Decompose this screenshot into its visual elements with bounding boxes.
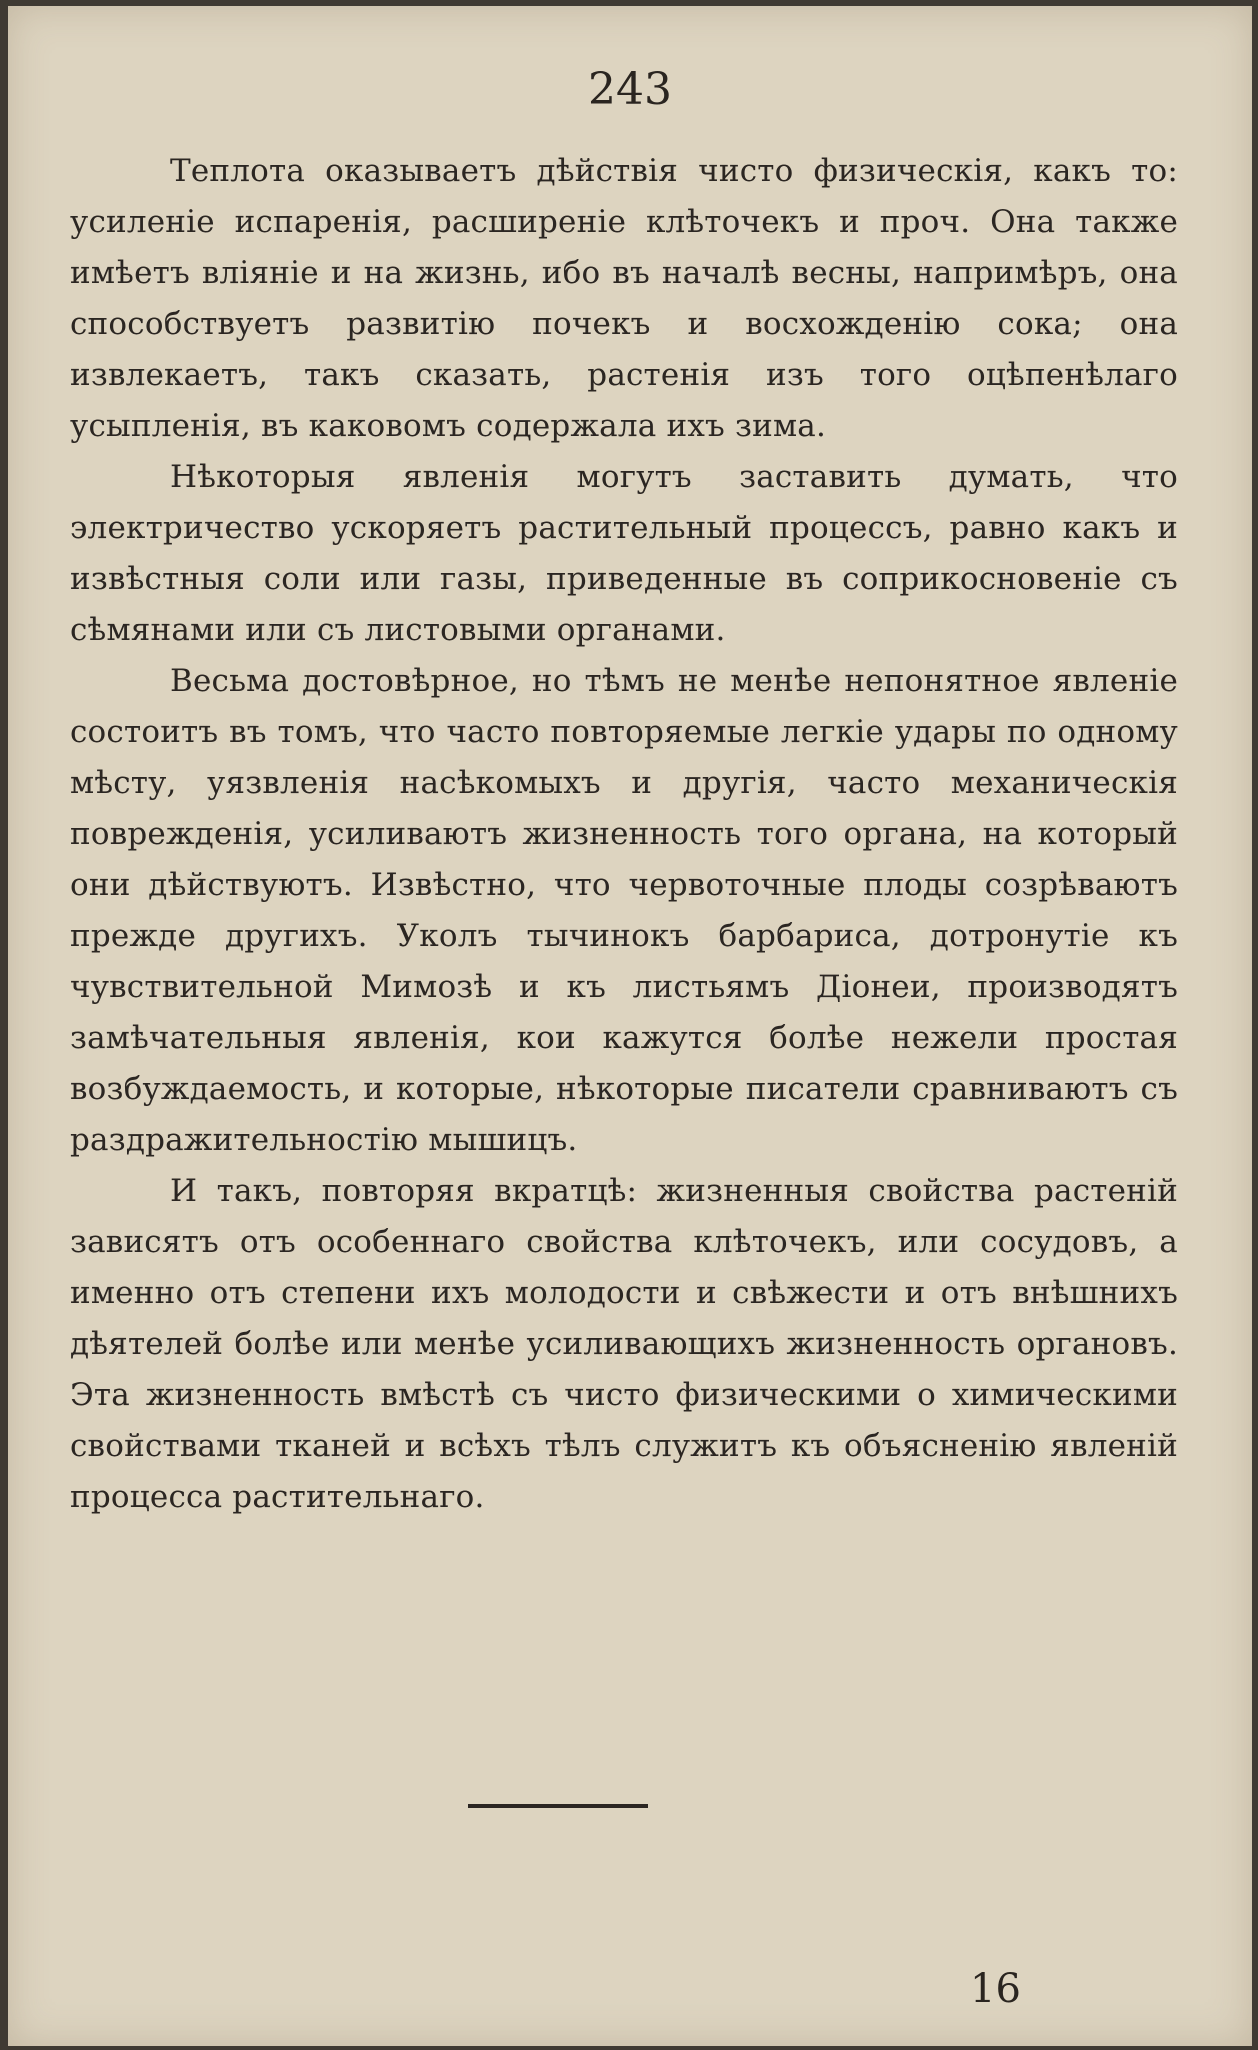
- paragraph-heat: Теплота оказываетъ дѣйствія чисто физическія, какъ то: усиленіе испаренія, расширеніе клѣточекъ и проч. Она также имѣетъ вліяніе и на жизнь, ибо въ началѣ весны, напримѣръ, она способствуетъ развитію почекъ и восхожденію сока; она извлекаетъ, такъ сказать, растенія изъ того оцѣпенѣлаго усыпленія, въ каковомъ содержала ихъ зима.: [70, 153, 1178, 444]
- section-divider: [468, 1804, 648, 1808]
- signature-mark: 16: [970, 1966, 1021, 2012]
- paragraph-irritation: Весьма достовѣрное, но тѣмъ не менѣе непонятное явленіе состоитъ въ томъ, что часто повторяемые легкіе удары по одному мѣсту, уязвленія насѣкомыхъ и другія, часто механическія поврежденія, усиливаютъ жизненность того органа, на который они дѣйствуютъ. Извѣстно, что червоточные плоды созрѣваютъ прежде другихъ. Уколъ тычинокъ барбариса, дотронутіе къ чувствительной Мимозѣ и къ листьямъ Діонеи, производятъ замѣчательныя явленія, кои кажутся болѣе нежели простая возбуждаемость, и которые, нѣкоторые писатели сравниваютъ съ раздражительностію мышицъ.: [70, 663, 1178, 1158]
- book-page: [8, 6, 1252, 2046]
- paragraph-electricity: Нѣкоторыя явленія могутъ заставить думать, что электричество ускоряетъ растительный процессъ, равно какъ и извѣстныя соли или газы, приведенные въ соприкосновеніе съ сѣмянами или съ листовыми органами.: [70, 459, 1178, 648]
- paragraph-summary: И такъ, повторяя вкратцѣ: жизненныя свойства растеній зависятъ отъ особеннаго свойства клѣточекъ, или сосудовъ, а именно отъ степени ихъ молодости и свѣжести и отъ внѣшнихъ дѣятелей болѣе или менѣе усиливающихъ жизненность органовъ. Эта жизненность вмѣстѣ съ чисто физическими о химическими свойствами тканей и всѣхъ тѣлъ служитъ къ объясненію явленій процесса растительнаго.: [70, 1173, 1178, 1515]
- page-number: 243: [588, 64, 672, 115]
- body-text: [70, 146, 1178, 1523]
